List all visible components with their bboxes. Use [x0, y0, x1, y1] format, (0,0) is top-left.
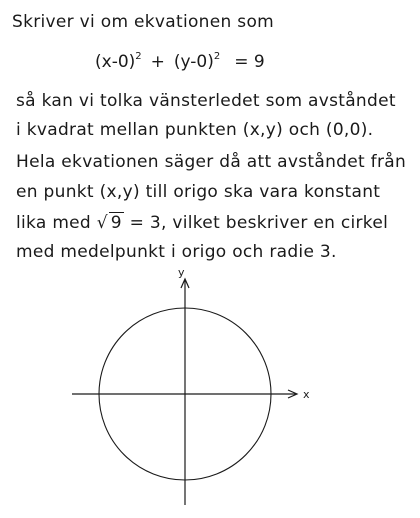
eq-term-x: (x-0)	[95, 52, 136, 72]
text-line-4: i kvadrat mellan punkten (x,y) och (0,0).	[16, 120, 374, 140]
line7-prefix: lika med	[16, 213, 92, 233]
x-axis-label: x	[303, 388, 310, 401]
eq-exponent-y: 2	[213, 51, 221, 62]
text-line-1: Skriver vi om ekvationen som	[12, 12, 275, 32]
y-axis-label: y	[178, 266, 185, 279]
eq-rhs: = 9	[234, 52, 265, 72]
eq-plus: +	[150, 52, 165, 72]
line7-suffix: = 3, vilket beskriver en cirkel	[129, 213, 389, 233]
text-line-8: med medelpunkt i origo och radie 3.	[16, 242, 337, 262]
eq-exponent-x: 2	[135, 51, 142, 62]
eq-term-y: (y-0)	[173, 52, 214, 72]
radicand: 9	[110, 213, 122, 233]
text-line-6: en punkt (x,y) till origo ska vara konstant	[16, 182, 381, 202]
text-line-3: så kan vi tolka vänsterledet som avståndet	[16, 91, 396, 111]
text-line-5: Hela ekvationen säger då att avståndet från	[16, 152, 407, 172]
radical-sign: √	[96, 213, 108, 233]
